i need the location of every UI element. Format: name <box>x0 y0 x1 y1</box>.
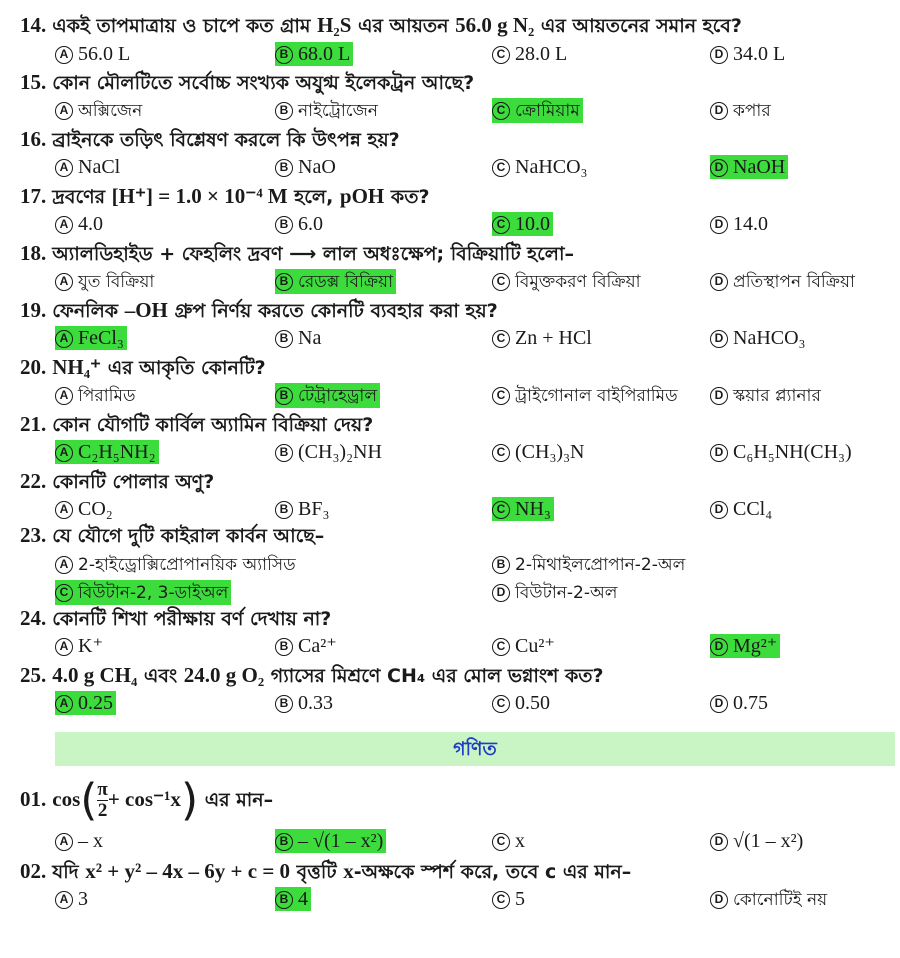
option-a[interactable]: A C₂H₅NH₂ <box>55 440 159 464</box>
question-text: 02. যদি x² + y² – 4x – 6y + c = 0 বৃত্তটি x-অক্ষকে স্পর্শ করে, তবে c এর মান– <box>20 859 632 883</box>
option-b[interactable]: B 68.0 L <box>275 42 353 66</box>
question-text: 18. অ্যালডিহাইড + ফেহলিং দ্রবণ ⟶ লাল অধঃক্ষেপ; বিক্রিয়াটি হলো– <box>20 241 574 265</box>
option-c[interactable]: C Cu²⁺ <box>492 634 558 658</box>
question-text: 25. 4.0 g CH₄ এবং 24.0 g O₂ গ্যাসের মিশ্রণে CH₄ এর মোল ভগ্নাংশ কত? <box>20 663 604 687</box>
section-title-math: গণিত <box>55 732 895 766</box>
option-d[interactable]: D 0.75 <box>710 691 771 715</box>
option-a[interactable]: A পিরামিড <box>55 383 139 408</box>
option-b[interactable]: B টেট্রাহেড্রাল <box>275 383 380 408</box>
option-d[interactable]: D CCl₄ <box>710 497 775 521</box>
option-c[interactable]: C NaHCO₃ <box>492 155 591 179</box>
option-c[interactable]: C বিমুক্তকরণ বিক্রিয়া <box>492 269 644 294</box>
option-d[interactable]: D C₆H₅NH(CH₃) <box>710 440 855 464</box>
option-a[interactable]: A 2-হাইড্রোক্সিপ্রোপানয়িক অ্যাসিড <box>55 552 299 577</box>
option-c[interactable]: C x <box>492 829 528 853</box>
option-c[interactable]: C 5 <box>492 887 528 911</box>
option-a[interactable]: A 4.0 <box>55 212 106 236</box>
option-a[interactable]: A 0.25 <box>55 691 116 715</box>
option-a[interactable]: A K⁺ <box>55 634 106 658</box>
option-a[interactable]: A FeCl₃ <box>55 326 127 350</box>
option-d[interactable]: D স্কয়ার প্ল্যানার <box>710 383 824 408</box>
option-c[interactable]: C (CH₃)₃N <box>492 440 588 464</box>
option-c[interactable]: C Zn + HCl <box>492 326 595 350</box>
option-a[interactable]: A যুত বিক্রিয়া <box>55 269 157 294</box>
question-text: 01. cos( $\frac{\pi}{2}$ + cos⁻¹x) এর মান– <box>20 774 274 826</box>
option-d[interactable]: D NaHCO₃ <box>710 326 809 350</box>
question-text: 19. ফেনলিক –OH গ্রুপ নির্ণয় করতে কোনটি ব্যবহার করা হয়? <box>20 298 498 322</box>
question-text: 22. কোনটি পোলার অণু? <box>20 469 215 493</box>
option-c[interactable]: C ট্রাইগোনাল বাইপিরামিড <box>492 383 681 408</box>
option-b[interactable]: B নাইট্রোজেন <box>275 98 381 123</box>
option-d[interactable]: D কপার <box>710 98 774 123</box>
option-b[interactable]: B – √(1 – x²) <box>275 829 386 853</box>
option-c[interactable]: C 0.50 <box>492 691 553 715</box>
option-c[interactable]: C ক্রোমিয়াম <box>492 98 583 123</box>
option-b[interactable]: B NaO <box>275 155 339 179</box>
question-text: 14. একই তাপমাত্রায় ও চাপে কত গ্রাম H₂S এর আয়তন 56.0 g N₂ এর আয়তনের সমান হবে? <box>20 13 742 37</box>
question-text: 21. কোন যৌগটি কার্বিল অ্যামিন বিক্রিয়া দেয়? <box>20 412 374 436</box>
option-a[interactable]: A 3 <box>55 887 91 911</box>
option-b[interactable]: B Na <box>275 326 324 350</box>
option-d[interactable]: D NaOH <box>710 155 788 179</box>
option-c[interactable]: C বিউটান-2, 3-ডাইঅল <box>55 580 231 605</box>
option-b[interactable]: B 4 <box>275 887 311 911</box>
option-d[interactable]: D কোনোটিই নয় <box>710 887 830 912</box>
question-text: 20. NH₄⁺ এর আকৃতি কোনটি? <box>20 355 266 379</box>
option-d[interactable]: D বিউটান-2-অল <box>492 580 620 605</box>
option-c[interactable]: C 28.0 L <box>492 42 570 66</box>
option-c[interactable]: C NH₃ <box>492 497 554 521</box>
option-b[interactable]: B (CH₃)₂NH <box>275 440 385 464</box>
option-a[interactable]: A অক্সিজেন <box>55 98 145 123</box>
option-b[interactable]: B 0.33 <box>275 691 336 715</box>
question-text: 23. যে যৌগে দুটি কাইরাল কার্বন আছে– <box>20 523 325 547</box>
option-a[interactable]: A NaCl <box>55 155 123 179</box>
question-text: 16. ব্রাইনকে তড়িৎ বিশ্লেষণ করলে কি উৎপন্ন হয়? <box>20 127 400 151</box>
option-b[interactable]: B BF₃ <box>275 497 332 521</box>
option-d[interactable]: D 34.0 L <box>710 42 788 66</box>
option-b[interactable]: B Ca²⁺ <box>275 634 340 658</box>
option-b[interactable]: B রেডক্স বিক্রিয়া <box>275 269 396 294</box>
question-text: 15. কোন মৌলটিতে সর্বোচ্চ সংখ্যক অযুগ্ম ইলেকট্রন আছে? <box>20 70 475 94</box>
option-a[interactable]: A – x <box>55 829 106 853</box>
question-text: 24. কোনটি শিখা পরীক্ষায় বর্ণ দেখায় না? <box>20 606 332 630</box>
option-b[interactable]: B 6.0 <box>275 212 326 236</box>
question-text: 17. দ্রবণের [H⁺] = 1.0 × 10⁻⁴ M হলে, pOH কত? <box>20 184 430 208</box>
option-d[interactable]: D প্রতিস্থাপন বিক্রিয়া <box>710 269 858 294</box>
option-d[interactable]: D Mg²⁺ <box>710 634 780 658</box>
option-d[interactable]: D 14.0 <box>710 212 771 236</box>
option-d[interactable]: D √(1 – x²) <box>710 829 806 853</box>
option-c[interactable]: C 10.0 <box>492 212 553 236</box>
option-b[interactable]: B 2-মিথাইলপ্রোপান-2-অল <box>492 552 688 577</box>
option-a[interactable]: A 56.0 L <box>55 42 133 66</box>
option-a[interactable]: A CO₂ <box>55 497 116 521</box>
